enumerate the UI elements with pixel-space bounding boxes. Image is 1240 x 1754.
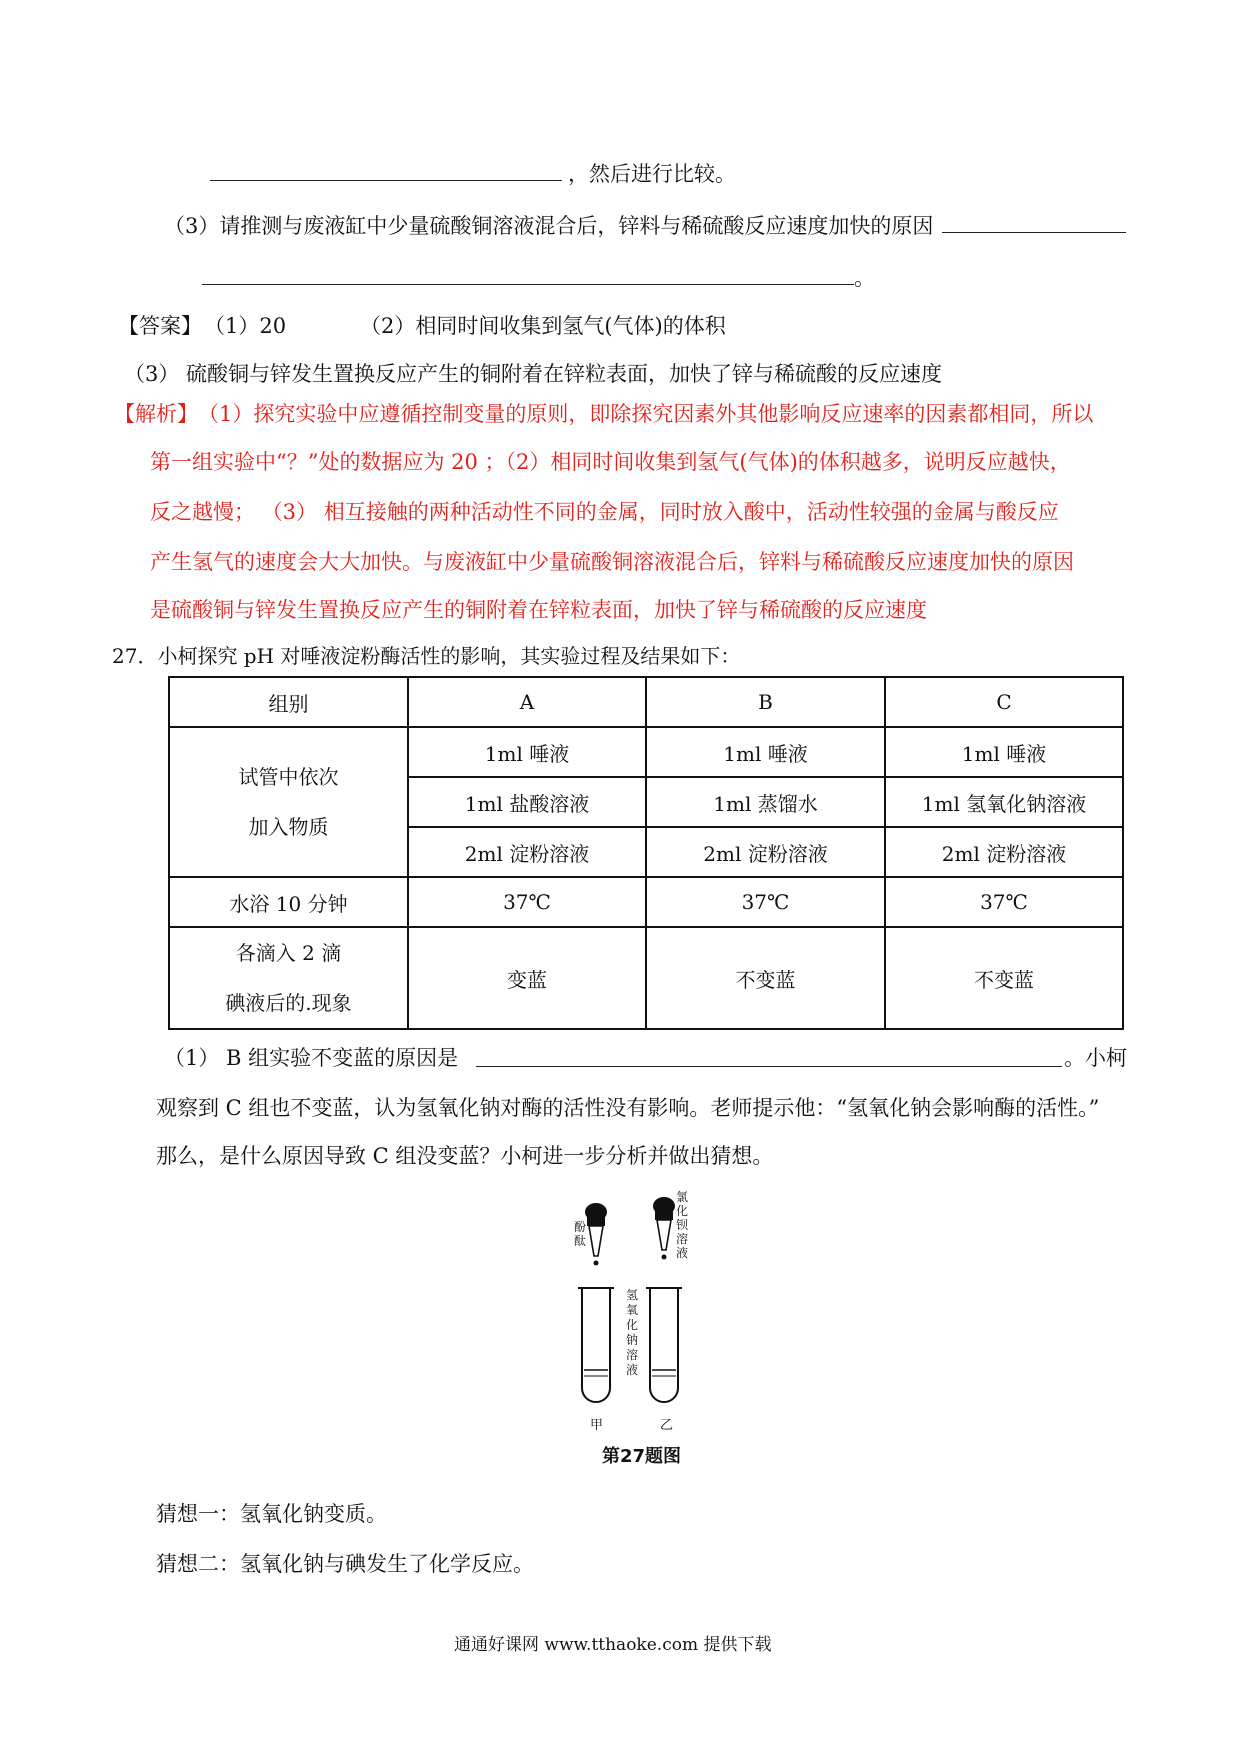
tube-left-name: 甲 — [590, 1418, 604, 1433]
header-a: A — [408, 677, 646, 727]
add-label-line-1: 试管中依次 — [238, 765, 339, 789]
question-27-part-1-prompt: （1） B 组实验不变蓝的原因是 — [164, 1046, 459, 1070]
header-c: C — [885, 677, 1123, 727]
add-label-line-2: 加入物质 — [248, 815, 329, 839]
question-27-intro: 27．小柯探究 pH 对唾液淀粉酶活性的影响，其实验过程及结果如下： — [112, 644, 741, 668]
experiment-table — [168, 676, 1124, 1030]
answer-blank-line-3 — [202, 284, 854, 285]
test-tube-right — [646, 1288, 682, 1402]
table-cell: 37℃ — [885, 877, 1123, 927]
table-cell: 1ml 唾液 — [646, 727, 885, 777]
analysis-line-4: 产生氢气的速度会大大加快。与废液缸中少量硫酸铜溶液混合后，锌料与稀硫酸反应速度加快的原因 — [150, 550, 1074, 574]
answer-blank-line-1 — [210, 180, 562, 181]
guess-2: 猜想二：氢氧化钠与碘发生了化学反应。 — [156, 1552, 534, 1576]
result-label — [169, 927, 408, 1029]
question-3-end: 。 — [854, 266, 875, 290]
result-label-line-1: 各滴入 2 滴 — [235, 941, 342, 965]
table-cell: 2ml 淀粉溶液 — [885, 827, 1123, 877]
result-label-line-2: 碘液后的.现象 — [225, 991, 352, 1015]
analysis-line-2: 第一组实验中“？”处的数据应为 20 ；（2）相同时间收集到氢气(气体)的体积越多，说明反应越快， — [150, 450, 1071, 474]
analysis-line-5: 是硫酸铜与锌发生置换反应产生的铜附着在锌粒表面，加快了锌与稀硫酸的反应速度 — [150, 598, 927, 622]
continuation-text: ，然后进行比较。 — [568, 162, 736, 186]
table-cell: 1ml 唾液 — [885, 727, 1123, 777]
guess-1: 猜想一：氢氧化钠变质。 — [156, 1502, 387, 1526]
answer-part-1: （1）20 — [204, 314, 287, 338]
paragraph-line-1: 观察到 C 组也不变蓝，认为氢氧化钠对酶的活性没有影响。老师提示他：“氢氧化钠会影响酶的活性。” — [156, 1096, 1100, 1120]
dropper-right-label: 氯化钡溶液 — [676, 1190, 689, 1260]
table-cell: 2ml 淀粉溶液 — [408, 827, 646, 877]
figure-caption: 第27题图 — [602, 1446, 682, 1467]
test-tube-left — [578, 1288, 614, 1402]
dropper-left — [585, 1203, 607, 1266]
add-substances-label — [169, 727, 408, 877]
question-3-prompt: （3）请推测与废液缸中少量硫酸铜溶液混合后，锌料与稀硫酸反应速度加快的原因 — [164, 214, 934, 238]
table-cell: 1ml 蒸馏水 — [646, 777, 885, 827]
page-footer: 通通好课网 www.tthaoke.com 提供下载 — [454, 1635, 772, 1655]
table-cell: 37℃ — [408, 877, 646, 927]
answer-label: 【答案】 — [118, 314, 202, 338]
tube-right-name: 乙 — [660, 1418, 674, 1433]
table-cell: 1ml 盐酸溶液 — [408, 777, 646, 827]
question-27-part-1-tail: 。小柯 — [1064, 1046, 1127, 1070]
table-cell: 37℃ — [646, 877, 885, 927]
table-cell: 不变蓝 — [885, 927, 1123, 1029]
analysis-line-1: （1）探究实验中应遵循控制变量的原则，即除探究因素外其他影响反应速率的因素都相同，所以 — [198, 402, 1094, 426]
header-b: B — [646, 677, 885, 727]
tube-solution-label: 氢氧化钠溶液 — [626, 1288, 639, 1377]
paragraph-line-2: 那么，是什么原因导致 C 组没变蓝？小柯进一步分析并做出猜想。 — [156, 1144, 774, 1168]
analysis-label: 【解析】 — [114, 402, 198, 426]
table-cell: 1ml 氢氧化钠溶液 — [885, 777, 1123, 827]
table-cell: 不变蓝 — [646, 927, 885, 1029]
analysis-line-3: 反之越慢； （3） 相互接触的两种活动性不同的金属，同时放入酸中，活动性较强的金属与酸反应 — [150, 500, 1059, 524]
table-cell: 变蓝 — [408, 927, 646, 1029]
table-cell: 1ml 唾液 — [408, 727, 646, 777]
water-bath-label: 水浴 10 分钟 — [169, 877, 408, 927]
table-cell: 2ml 淀粉溶液 — [646, 827, 885, 877]
answer-part-2: （2）相同时间收集到氢气(气体)的体积 — [360, 314, 726, 338]
dropper-left-label: 酚酞 — [574, 1220, 587, 1248]
answer-part-3: （3） 硫酸铜与锌发生置换反应产生的铜附着在锌粒表面，加快了锌与稀硫酸的反应速度 — [124, 362, 943, 386]
dropper-right — [653, 1197, 675, 1260]
answer-blank-line-4 — [476, 1066, 1062, 1067]
answer-blank-line-2 — [942, 232, 1126, 233]
header-group: 组别 — [169, 677, 408, 727]
